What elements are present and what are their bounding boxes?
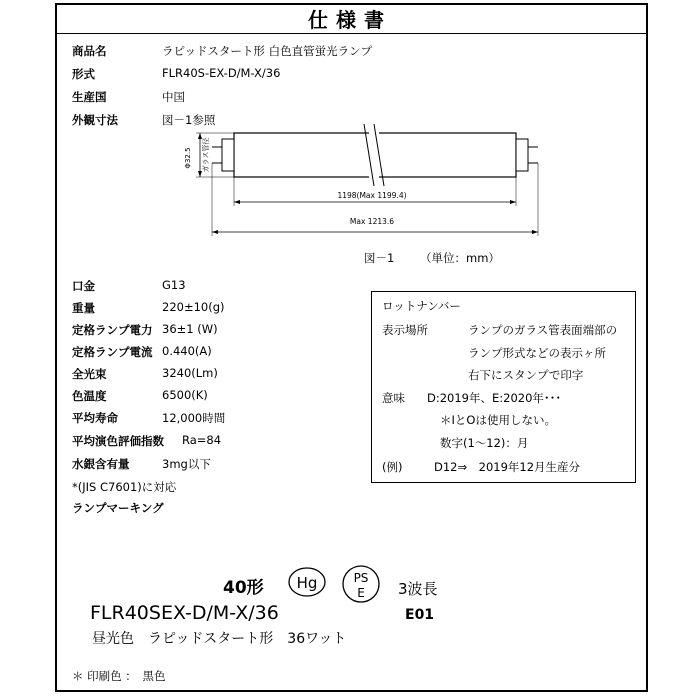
spec-label-cri: 平均演色評価指数 [72,434,164,448]
lot-number-box [371,291,636,483]
length-outer-label: Max 1213.6 [349,217,395,226]
spec-label-lifetime: 平均寿命 [72,411,118,425]
page-title: 仕様書 [308,8,392,32]
lot-title: ロットナンバー [382,299,461,313]
glass-tube-label: ガラス管径 [202,137,210,173]
lot-place-line: ランプ形式などの表示ヶ所 [468,346,606,360]
lamp-dimension-drawing [0,0,700,290]
lot-meaning-line: D:2019年、E:2020年･･･ [427,391,562,405]
length-inner-label: 1198(Max 1199.4) [337,191,407,200]
lamp-cap-right [516,139,528,171]
spec-value-color-temp: 6500(K) [162,388,208,402]
unit-label: （単位：mm） [420,251,500,265]
hg-text: Hg [296,574,318,592]
lot-meaning-line: ＊IとOは使用しない。 [440,413,556,427]
spec-value-dimensions: 図－1参照 [162,113,216,127]
spec-value-model: FLR40S-EX-D/M-X/36 [162,66,281,80]
marking-symbols [284,562,394,606]
spec-value-lifetime: 12,000時間 [162,411,226,425]
spec-value-product-name: ラピッドスタート形 白色直管蛍光ランプ [162,44,373,58]
pse-text-bottom: E [357,586,365,600]
figure-caption: 図－1 [364,251,395,265]
jis-note: *(JIS C7601)に対応 [72,480,177,494]
lot-example-value: D12⇒ 2019年12月生産分 [434,460,581,474]
spec-value-power: 36±1 (W) [162,322,218,336]
spec-label-mercury: 水銀含有量 [72,457,130,471]
lot-example-label: (例) [382,460,403,474]
spec-label-country: 生産国 [72,90,107,104]
lot-place-line: ランプのガラス管表面端部の [468,323,618,337]
marking-model: FLR40SEX-D/M-X/36 [90,602,279,624]
lot-place-label: 表示場所 [382,323,428,337]
spec-value-cri: Ra=84 [182,433,222,447]
marking-size: 40形 [223,578,264,598]
spec-value-current: 0.440(A) [162,344,212,358]
lot-place-line: 右下にスタンプで印字 [468,368,584,382]
spec-label-luminous-flux: 全光束 [72,367,107,381]
spec-label-product-name: 商品名 [72,44,107,58]
marking-wave: 3波長 [398,580,438,598]
marking-subtitle: 昼光色 ラピッドスタート形 36ワット [92,631,347,647]
spec-label-base: 口金 [72,279,95,293]
spec-label-dimensions: 外観寸法 [72,113,118,127]
print-color-note: ＊ 印刷色 ： 黒色 [72,669,166,683]
spec-value-luminous-flux: 3240(Lm) [162,366,218,380]
spec-label-weight: 重量 [72,301,95,315]
diameter-label: Φ32.5 [184,147,192,169]
pse-text-top: PS [353,571,369,585]
spec-label-model: 形式 [72,67,95,81]
lot-meaning-label: 意味 [382,391,405,405]
spec-value-country: 中国 [162,90,185,104]
spec-value-weight: 220±10(g) [162,300,225,314]
spec-value-mercury: 3mg以下 [162,457,211,471]
spec-label-power: 定格ランプ電力 [72,323,153,337]
spec-label-current: 定格ランプ電流 [72,345,153,359]
lot-meaning-line: 数字(1～12)：月 [440,436,529,450]
marking-code: E01 [405,607,435,623]
spec-value-base: G13 [162,278,186,292]
spec-label-color-temp: 色温度 [72,389,107,403]
marking-section-label: ランプマーキング [72,501,164,515]
lamp-cap-left [222,139,234,171]
